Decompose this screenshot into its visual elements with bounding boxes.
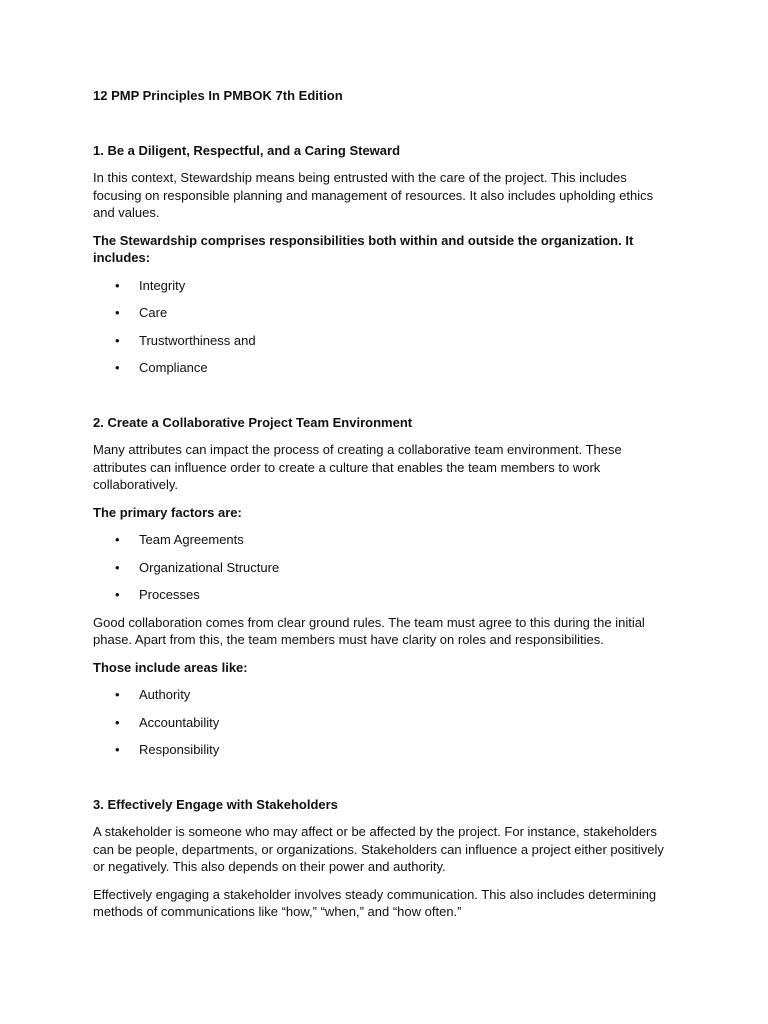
list-item: • Trustworthiness and bbox=[93, 332, 678, 350]
section-1 bbox=[93, 142, 678, 377]
list-item: • Care bbox=[93, 304, 678, 322]
paragraph: In this context, Stewardship means being entrusted with the care of the project. This includes focusing on responsible planning and management of resources. It also includes upholding ethics and values. bbox=[93, 170, 654, 220]
bullet-list bbox=[93, 686, 678, 759]
section-heading: 1. Be a Diligent, Respectful, and a Caring Steward bbox=[93, 142, 401, 158]
bold-paragraph: The primary factors are: bbox=[93, 504, 242, 520]
list-item: • Organizational Structure bbox=[93, 559, 678, 577]
list-item: • Compliance bbox=[93, 359, 678, 377]
document-title: 12 PMP Principles In PMBOK 7th Edition bbox=[93, 88, 343, 103]
list-item: • Responsibility bbox=[93, 741, 678, 759]
paragraph: Effectively engaging a stakeholder involves steady communication. This also includes determining methods of communications like “how,” “when,” and “how often.” bbox=[93, 886, 657, 919]
paragraph: Good collaboration comes from clear ground rules. The team must agree to this during the initial phase. Apart from this, the team members must have clarity on roles and responsibilities. bbox=[93, 614, 645, 647]
bold-paragraph: Those include areas like: bbox=[93, 659, 248, 675]
paragraph: Many attributes can impact the process of creating a collaborative team environment. These attributes can influence order to create a culture that enables the team members to work collaboratively. bbox=[93, 442, 622, 492]
section-heading: 3. Effectively Engage with Stakeholders bbox=[93, 796, 338, 812]
list-item: • Team Agreements bbox=[93, 531, 678, 549]
list-item: • Processes bbox=[93, 586, 678, 604]
list-item: • Authority bbox=[93, 686, 678, 704]
document-body bbox=[93, 87, 678, 958]
paragraph: A stakeholder is someone who may affect or be affected by the project. For instance, stakeholders can be people, departments, or organizations. Stakeholders can influence a project either positively or negatively. This also depends on their power and authority. bbox=[93, 824, 664, 874]
section-2 bbox=[93, 414, 678, 759]
section-heading: 2. Create a Collaborative Project Team Environment bbox=[93, 414, 413, 430]
bullet-list bbox=[93, 531, 678, 604]
bold-paragraph: The Stewardship comprises responsibilities both within and outside the organization. It includes: bbox=[93, 232, 634, 265]
section-3 bbox=[93, 796, 678, 921]
list-item: • Integrity bbox=[93, 277, 678, 295]
list-item: • Accountability bbox=[93, 714, 678, 732]
bullet-list bbox=[93, 277, 678, 377]
